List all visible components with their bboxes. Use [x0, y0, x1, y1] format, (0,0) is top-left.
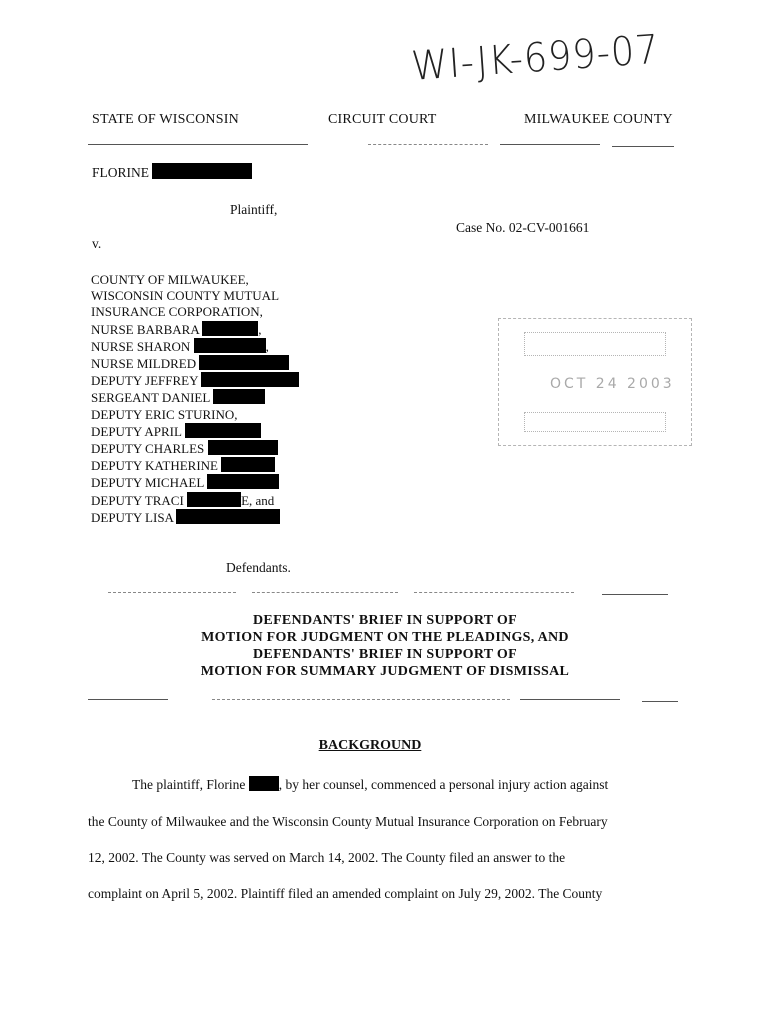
title-rule-1	[88, 699, 168, 700]
defendant-name: DEPUTY JEFFREY	[91, 373, 199, 389]
defendant-line	[91, 304, 299, 320]
defendant-line	[91, 407, 299, 423]
title-rule-4	[642, 701, 678, 702]
header-county: MILWAUKEE COUNTY	[524, 112, 673, 127]
header-rule-far-right	[612, 146, 674, 147]
defendant-name: INSURANCE CORPORATION,	[91, 304, 263, 320]
defendant-line	[91, 288, 299, 304]
defendant-line	[91, 321, 299, 338]
defendant-line	[91, 492, 299, 509]
defendant-name: NURSE SHARON	[91, 338, 191, 354]
defendant-name: DEPUTY LISA	[91, 509, 174, 525]
defendant-name: WISCONSIN COUNTY MUTUAL	[91, 288, 280, 304]
defendant-name: NURSE MILDRED	[91, 356, 197, 372]
caption-rule-2	[252, 592, 398, 593]
redaction-bar	[152, 163, 252, 179]
header-rule-left	[88, 144, 308, 145]
caption-rule-3	[414, 592, 574, 593]
title-rule-2	[212, 699, 510, 700]
defendant-name: NURSE BARBARA	[91, 321, 199, 337]
redaction-bar	[199, 355, 289, 370]
redaction-bar	[185, 423, 261, 438]
defendant-line	[91, 389, 299, 406]
title-line: DEFENDANTS' BRIEF IN SUPPORT OF	[253, 647, 517, 662]
redaction-bar	[194, 338, 266, 353]
redaction-bar	[249, 776, 279, 791]
defendant-name: DEPUTY MICHAEL	[91, 475, 204, 491]
defendant-name: DEPUTY ERIC STURINO,	[91, 406, 238, 422]
title-line: MOTION FOR JUDGMENT ON THE PLEADINGS, AND	[201, 630, 569, 645]
header-state: STATE OF WISCONSIN	[92, 112, 239, 127]
defendant-line	[91, 474, 299, 491]
redaction-bar	[187, 492, 241, 507]
body-line-1	[132, 776, 608, 793]
defendant-name: DEPUTY TRACI	[91, 492, 184, 508]
redaction-bar	[221, 457, 275, 472]
handwritten-number-text: WI-JK-699-07	[410, 26, 661, 90]
caption-rule-1	[108, 592, 236, 593]
plaintiff-role: Plaintiff,	[230, 202, 278, 217]
header-court: CIRCUIT COURT	[328, 112, 437, 127]
body-line-2: the County of Milwaukee and the Wisconsin County Mutual Insurance Corporation on February	[88, 814, 608, 829]
title-line: MOTION FOR SUMMARY JUDGMENT OF DISMISSAL	[200, 664, 570, 679]
defendant-line	[91, 355, 299, 372]
handwritten-case-number	[410, 26, 720, 104]
defendant-line	[91, 509, 299, 526]
defendant-line	[91, 423, 299, 440]
defendant-line	[91, 440, 299, 457]
stamp-inner-box	[524, 332, 666, 356]
redaction-bar	[202, 321, 258, 336]
defendant-line	[91, 272, 299, 288]
defendant-name: DEPUTY KATHERINE	[91, 458, 218, 474]
defendants-label: Defendants.	[226, 560, 291, 575]
plaintiff-name: FLORINE	[92, 165, 149, 180]
stamp-date: OCT 24 2003	[550, 376, 675, 392]
body-line-1-pre: The plaintiff, Florine	[132, 777, 246, 792]
defendant-suffix: ,	[265, 338, 269, 354]
plaintiff-line	[92, 163, 252, 181]
title-line: DEFENDANTS' BRIEF IN SUPPORT OF	[253, 613, 517, 628]
brief-title	[0, 612, 770, 680]
stamp-bottom-box	[524, 412, 666, 432]
caption-rule-4	[602, 594, 668, 595]
redaction-bar	[201, 372, 299, 387]
header-rule-right	[500, 144, 600, 145]
defendant-name: DEPUTY CHARLES	[91, 441, 205, 457]
defendant-line	[91, 457, 299, 474]
defendant-name: COUNTY OF MILWAUKEE,	[91, 272, 249, 287]
versus: v.	[92, 236, 102, 251]
defendant-line	[91, 338, 299, 355]
redaction-bar	[176, 509, 280, 524]
body-line-3: 12, 2002. The County was served on March 14, 2002. The County filed an answer to the	[88, 850, 566, 865]
defendant-suffix: ,	[258, 321, 262, 337]
redaction-bar	[213, 389, 265, 404]
defendant-name: SERGEANT DANIEL	[91, 390, 210, 406]
body-line-1-post: , by her counsel, commenced a personal injury action against	[278, 777, 609, 792]
redaction-bar	[208, 440, 278, 455]
received-stamp	[498, 318, 692, 446]
defendant-line	[91, 372, 299, 389]
defendant-name: DEPUTY APRIL	[91, 423, 182, 439]
body-line-4: complaint on April 5, 2002. Plaintiff filed an amended complaint on July 29, 2002. The County	[88, 886, 603, 901]
section-heading-background: BACKGROUND	[318, 738, 422, 753]
title-rule-3	[520, 699, 620, 700]
case-number: Case No. 02-CV-001661	[456, 220, 590, 235]
redaction-bar	[207, 474, 279, 489]
defendant-suffix: E, and	[241, 492, 275, 508]
defendants-list	[91, 272, 299, 526]
header-rule-mid	[368, 144, 488, 145]
